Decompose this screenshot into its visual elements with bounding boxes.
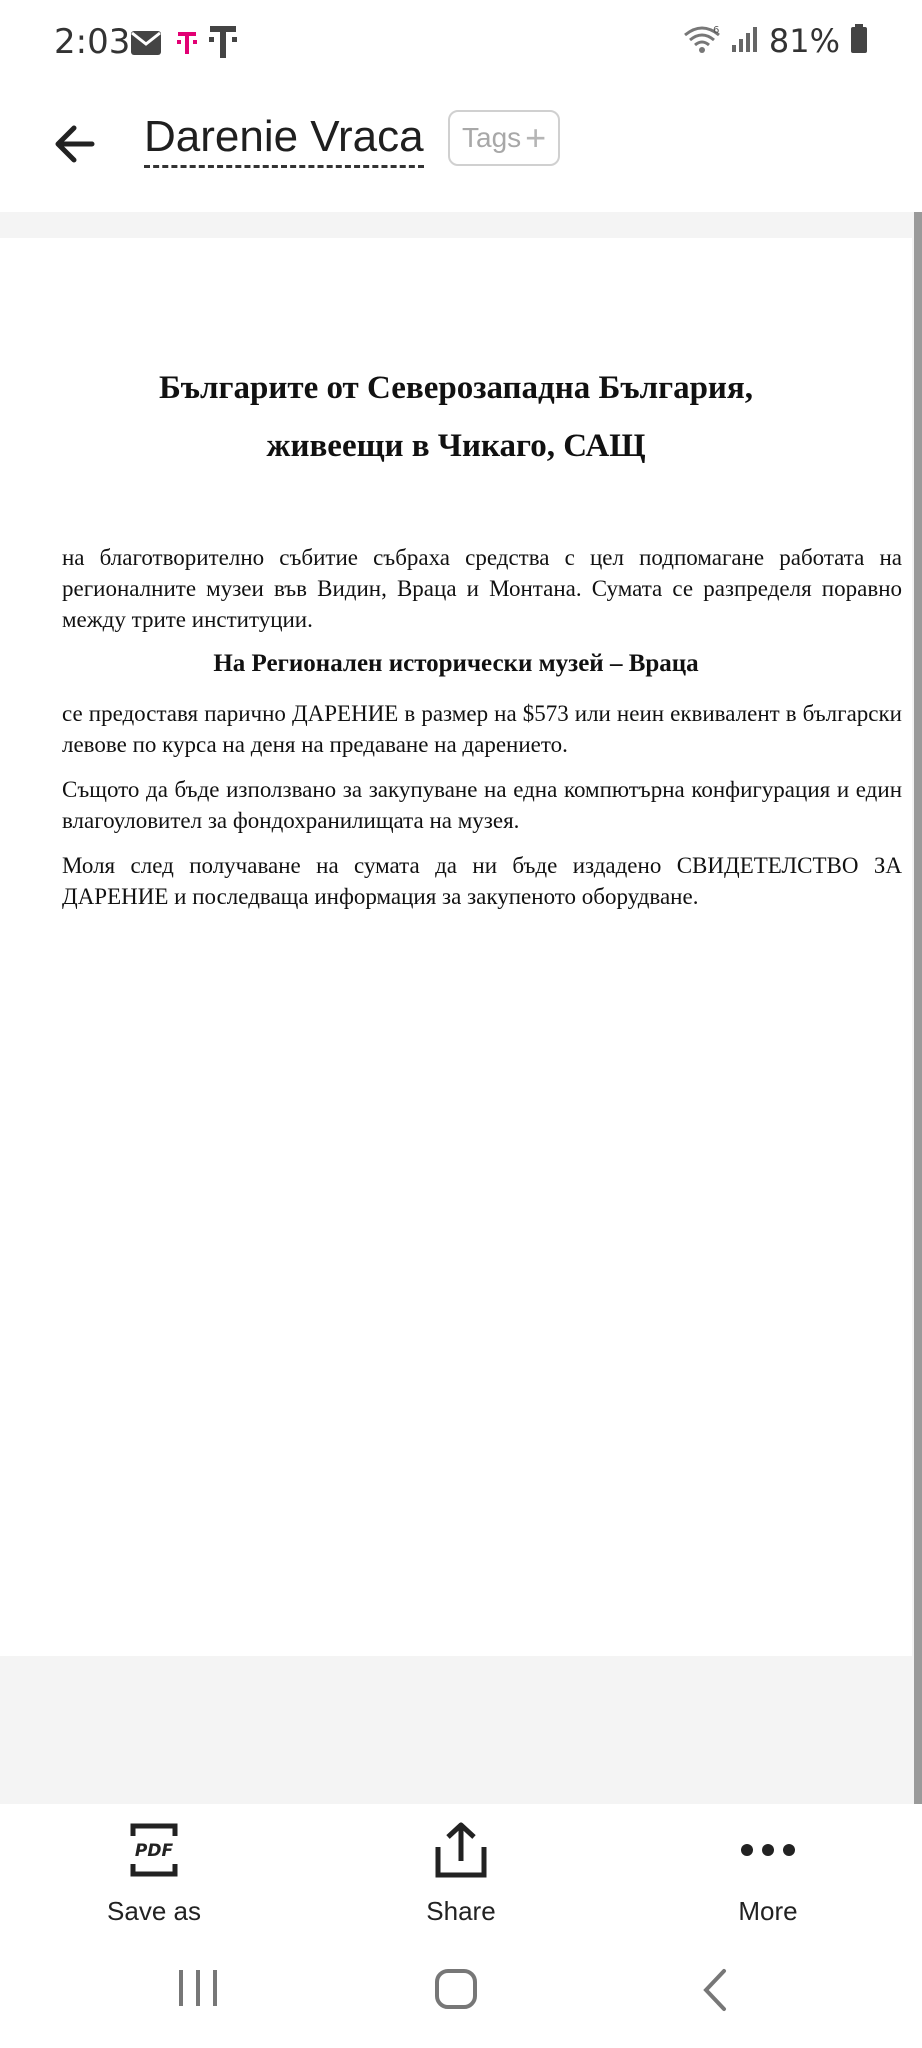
status-bar [0, 0, 922, 88]
battery-icon [850, 24, 868, 59]
back-button[interactable] [48, 116, 104, 172]
document-paragraph-4: Моля след получаване на сумата да ни бъде издадено СВИДЕТЕЛСТВО ЗА ДАРЕНИЕ и последваща информация за закупеното оборудване. [62, 853, 902, 909]
tags-label: Tags [462, 122, 522, 153]
scrollbar[interactable] [914, 212, 922, 1804]
recent-apps-icon[interactable] [176, 1968, 220, 2013]
share-label: Share [426, 1896, 496, 1926]
document-subheading: На Регионален исторически музей – Враца [213, 650, 699, 677]
more-label: More [738, 1896, 798, 1926]
save-as-label: Save as [107, 1896, 201, 1926]
more-button[interactable] [668, 1818, 868, 1927]
svg-text:6: 6 [712, 24, 720, 36]
battery-percent: 81% [768, 22, 840, 60]
signal-icon [731, 25, 759, 58]
mail-icon [130, 30, 162, 61]
status-right [683, 22, 868, 60]
document-page [0, 238, 912, 1656]
document-paragraph-2: се предоставя парично ДАРЕНИЕ в размер на $573 или неин еквивалент в български левове по курса на деня на предаване на дарението. [62, 701, 902, 757]
app-bar [0, 88, 922, 212]
system-nav-bar [0, 1944, 922, 2048]
share-icon [361, 1818, 561, 1882]
t-mobile-small-icon [176, 30, 198, 61]
back-arrow-icon [48, 116, 104, 172]
pdf-icon [54, 1818, 254, 1882]
wifi-icon [683, 23, 721, 60]
svg-text:PDF: PDF [134, 1841, 174, 1861]
home-icon[interactable] [434, 1968, 478, 2015]
back-nav-icon[interactable] [700, 1968, 730, 2017]
document-title[interactable]: Darenie Vraca [144, 112, 424, 168]
document-heading-line2: живеещи в Чикаго, САЩ [266, 428, 646, 464]
document-paragraph-1: на благотворително събитие събраха средства с цел подпомагане работата на регионалните музеи във Видин, Враца и Монтана. Сумата се разпределя поравно между трите институции. [62, 545, 902, 632]
share-button[interactable] [361, 1818, 561, 1927]
document-paragraph-3: Същото да бъде използвано за закупуване на една компютърна конфигурация и един влагоуловител за фондохранилищата на музея. [62, 777, 902, 833]
more-dots-icon [668, 1818, 868, 1882]
status-time: 2:03 [54, 22, 131, 62]
plus-icon: + [525, 117, 547, 158]
save-as-button[interactable] [54, 1818, 254, 1927]
document-viewer[interactable] [0, 212, 922, 1804]
document-heading-line1: Българите от Северозападна България, [158, 370, 754, 406]
bottom-toolbar [0, 1804, 922, 1944]
tags-button[interactable] [448, 110, 560, 166]
t-mobile-icon [208, 24, 238, 65]
